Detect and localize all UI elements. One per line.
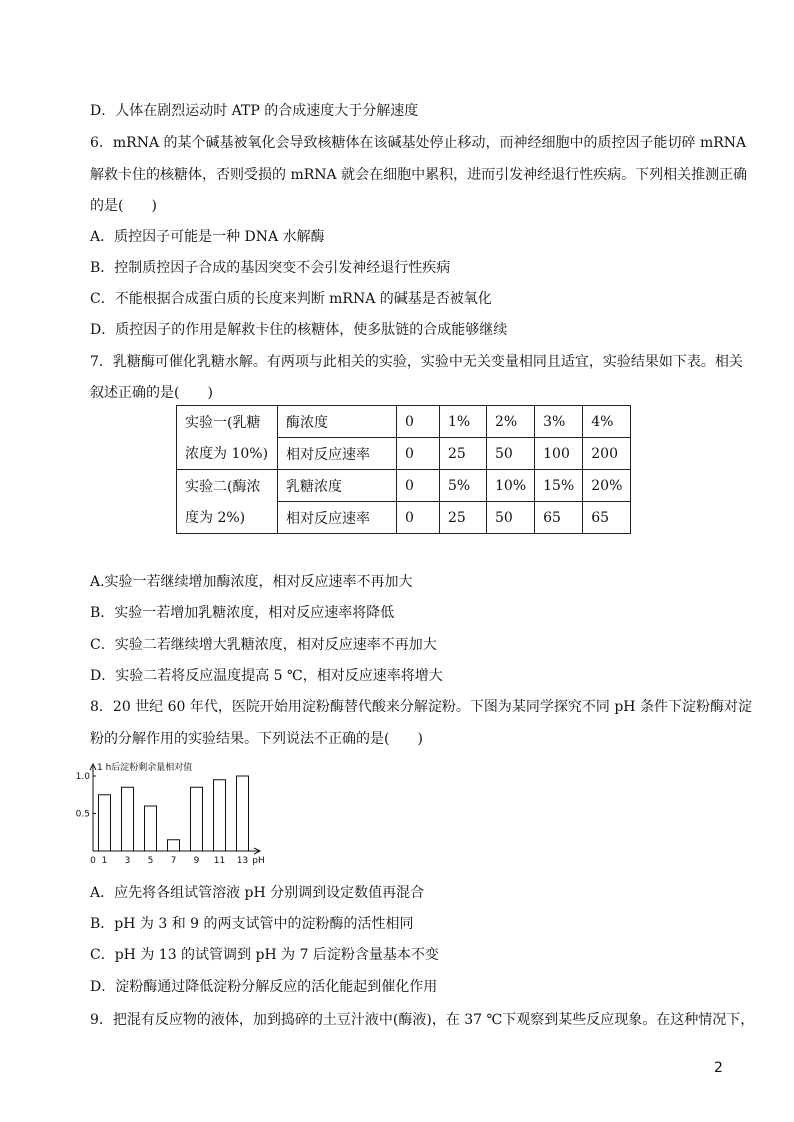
x-tick-label: 0 — [90, 856, 96, 866]
exp2-label: 实验二(酶浓 — [177, 470, 278, 502]
page-number: 2 — [714, 1060, 723, 1076]
x-tick-label: 3 — [124, 856, 131, 866]
table-cell: 乳糖浓度 — [278, 470, 397, 502]
table-cell: 65 — [583, 502, 631, 534]
table-cell: 1% — [440, 406, 487, 438]
table-cell: 25 — [440, 438, 487, 470]
table-cell: 相对反应速率 — [278, 438, 397, 470]
text-line: A．质控因子可能是一种 DNA 水解酶 — [90, 229, 325, 245]
text-line: B．实验一若增加乳糖浓度，相对反应速率将降低 — [90, 605, 395, 621]
table-cell: 2% — [487, 406, 535, 438]
table-cell: 0 — [397, 502, 440, 534]
text-line: C．实验二若继续增大乳糖浓度，相对反应速率不再加大 — [90, 637, 437, 653]
table-cell: 0 — [397, 406, 440, 438]
table-row — [177, 470, 631, 502]
text-line: 7．乳糖酶可催化乳糖水解。有两项与此相关的实验，实验中无关变量相同且适宜，实验结果如下表。相关 — [90, 354, 743, 370]
text-line: D．淀粉酶通过降低淀粉分解反应的活化能起到催化作用 — [90, 979, 438, 995]
x-tick-label: 5 — [147, 856, 154, 866]
table-cell: 相对反应速率 — [278, 502, 397, 534]
bar — [237, 776, 249, 851]
text-line: B．控制质控因子合成的基因突变不会引发神经退行性疾病 — [90, 260, 451, 276]
table-cell: 15% — [535, 470, 583, 502]
table-row — [177, 406, 631, 438]
text-line: B．pH 为 3 和 9 的两支试管中的淀粉酶的活性相同 — [90, 916, 414, 932]
table-cell: 0 — [397, 470, 440, 502]
exp2-label: 度为 2%) — [177, 502, 278, 534]
bar — [122, 787, 134, 851]
x-tick-label: 9 — [193, 856, 200, 866]
table-cell: 3% — [535, 406, 583, 438]
text-line: D．人体在剧烈运动时 ATP 的合成速度大于分解速度 — [90, 103, 419, 119]
exp1-label: 实验一(乳糖 — [177, 406, 278, 438]
chart-title: 1 h后淀粉剩余量相对值 — [97, 763, 193, 773]
y-tick-label: 1.0 — [75, 772, 90, 782]
text-line: 解救卡住的核糖体，否则受损的 mRNA 就会在细胞中累积，进而引发神经退行性疾病。下列相关推测正确 — [90, 167, 748, 183]
x-tick-label: 11 — [213, 856, 226, 866]
text-line: A.实验一若继续增加酶浓度，相对反应速率不再加大 — [90, 574, 413, 590]
exp1-label: 浓度为 10%) — [177, 438, 278, 470]
table-cell: 100 — [535, 438, 583, 470]
text-line: D．实验二若将反应温度提高 5 ℃，相对反应速率将增大 — [90, 668, 443, 684]
table-cell: 25 — [440, 502, 487, 534]
table-cell: 4% — [583, 406, 631, 438]
x-tick-label: 13 — [236, 856, 249, 866]
table-cell: 10% — [487, 470, 535, 502]
table-cell: 20% — [583, 470, 631, 502]
text-line: 8．20 世纪 60 年代，医院开始用淀粉酶替代酸来分解淀粉。下图为某同学探究不同 pH 条件下淀粉酶对淀 — [90, 699, 752, 715]
table-cell: 65 — [535, 502, 583, 534]
bar — [191, 787, 203, 851]
text-line: 叙述正确的是( ) — [90, 385, 213, 401]
text-line: 的是( ) — [90, 198, 157, 214]
text-line: 6．mRNA 的某个碱基被氧化会导致核糖体在该碱基处停止移动，而神经细胞中的质控因子能切碎 mRNA — [90, 135, 747, 151]
text-line: 9．把混有反应物的液体，加到捣碎的土豆汁液中(酶液)，在 37 ℃下观察到某些反应现象。在这种情况下， — [90, 1012, 755, 1028]
table-cell: 50 — [487, 502, 535, 534]
table-cell: 5% — [440, 470, 487, 502]
experiment-table — [176, 405, 631, 534]
bar — [99, 795, 111, 851]
text-line: 粉的分解作用的实验结果。下列说法不正确的是( ) — [90, 731, 423, 747]
bar — [168, 840, 180, 851]
x-tick-label: 1 — [101, 856, 108, 866]
table-cell: 0 — [397, 438, 440, 470]
table-row — [177, 502, 631, 534]
ph-bar-chart — [70, 758, 270, 866]
table-cell: 酶浓度 — [278, 406, 397, 438]
table-row — [177, 438, 631, 470]
text-line: D．质控因子的作用是解救卡住的核糖体，使多肽链的合成能够继续 — [90, 322, 508, 338]
bar — [214, 780, 226, 851]
x-tick-label: 7 — [170, 856, 177, 866]
x-axis-label: pH — [252, 856, 265, 866]
table-cell: 50 — [487, 438, 535, 470]
table-cell: 200 — [583, 438, 631, 470]
text-line: A．应先将各组试管溶液 pH 分别调到设定数值再混合 — [90, 885, 425, 901]
text-line: C．不能根据合成蛋白质的长度来判断 mRNA 的碱基是否被氧化 — [90, 291, 492, 307]
y-tick-label: 0.5 — [75, 809, 90, 820]
text-line: C．pH 为 13 的试管调到 pH 为 7 后淀粉含量基本不变 — [90, 947, 439, 963]
bar — [145, 806, 157, 851]
